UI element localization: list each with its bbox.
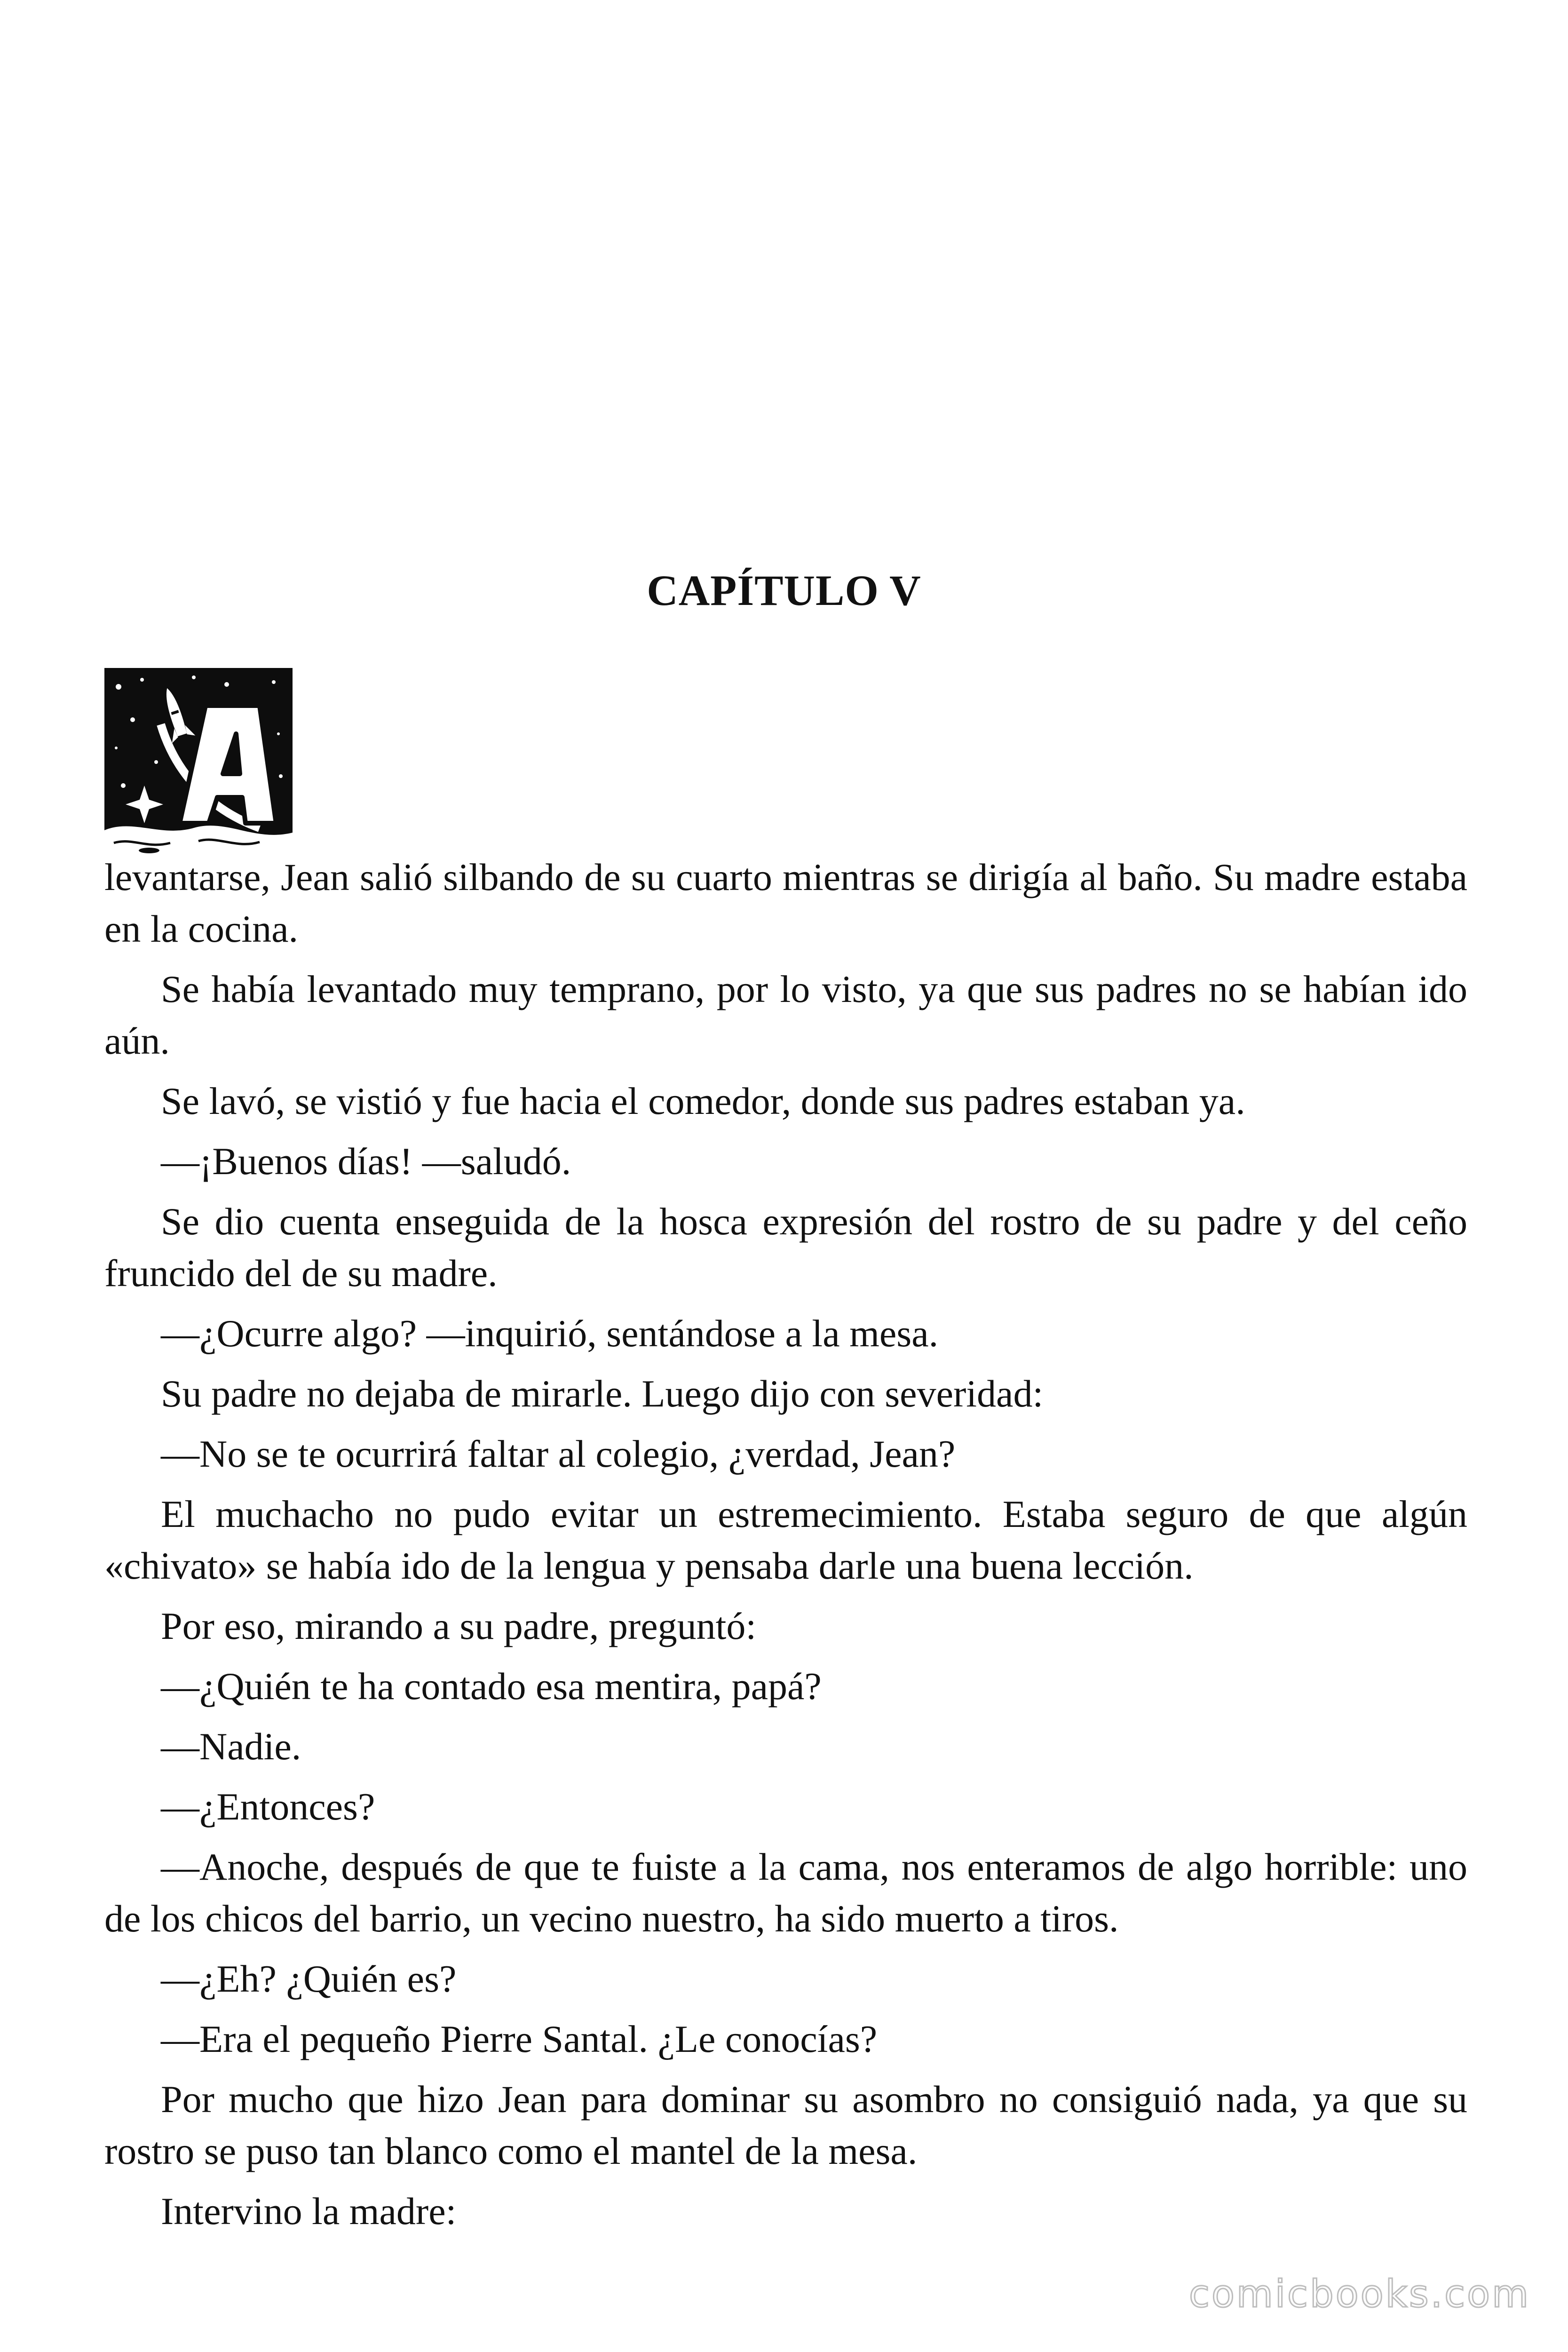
paragraph: Su padre no dejaba de mirarle. Luego dijo con severidad:	[161, 1372, 1044, 1415]
paragraph: —¡Buenos días! —saludó.	[161, 1140, 571, 1183]
paragraph: —¿Eh? ¿Quién es?	[161, 1957, 457, 2000]
paragraph: Se dio cuenta enseguida de la hosca expresión del rostro de su padre y del ceño fruncido del de su madre.	[104, 1200, 1467, 1295]
drop-cap	[104, 668, 293, 856]
paragraph: —No se te ocurrirá faltar al colegio, ¿verdad, Jean?	[161, 1432, 956, 1475]
paragraph: —Era el pequeño Pierre Santal. ¿Le conocías?	[161, 2018, 878, 2060]
paragraph: Intervino la madre:	[161, 2190, 457, 2233]
paragraph: —Anoche, después de que te fuiste a la cama, nos enteramos de algo horrible: uno de los chicos del barrio, un vecino nuestro, ha sido muerto a tiros.	[104, 1845, 1467, 1940]
paragraph: Por eso, mirando a su padre, preguntó:	[161, 1605, 757, 1647]
watermark: comicbooks.com	[1188, 2272, 1530, 2316]
paragraph: Por mucho que hizo Jean para dominar su asombro no consiguió nada, ya que su rostro se puso tan blanco como el mantel de la mesa.	[104, 2078, 1467, 2172]
paragraph: —¿Entonces?	[161, 1785, 375, 1828]
paragraph: —¿Quién te ha contado esa mentira, papá?	[161, 1665, 822, 1708]
chapter-title: CAPÍTULO V	[647, 566, 921, 614]
paragraph: El muchacho no pudo evitar un estremecimiento. Estaba seguro de que algún «chivato» se había ido de la lengua y pensaba darle una buena lección.	[104, 1493, 1467, 1587]
paragraph: Se había levantado muy temprano, por lo visto, ya que sus padres no se habían ido aún.	[104, 968, 1467, 1062]
rocket-drop-cap-icon	[104, 668, 293, 856]
paragraph: —¿Ocurre algo? —inquirió, sentándose a la mesa.	[161, 1312, 939, 1355]
paragraph: —Nadie.	[161, 1725, 301, 1768]
paragraph: levantarse, Jean salió silbando de su cuarto mientras se dirigía al baño. Su madre estaba en la cocina.	[104, 856, 1467, 950]
paragraph: Se lavó, se vistió y fue hacia el comedor, donde sus padres estaban ya.	[161, 1080, 1245, 1122]
body-text	[104, 851, 1467, 2246]
